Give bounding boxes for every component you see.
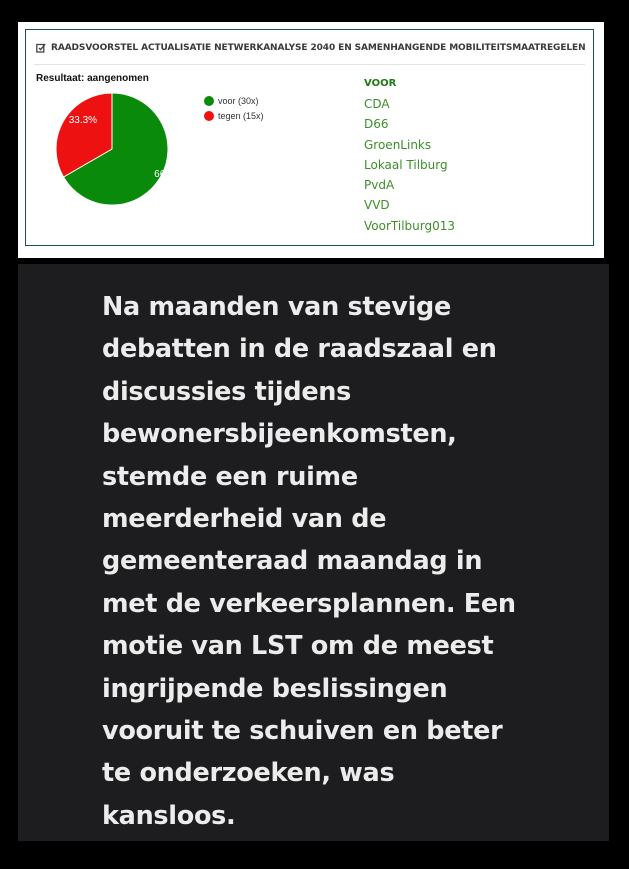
article-text — [102, 286, 572, 837]
article-line: discussies tijdens — [102, 376, 352, 407]
article-line: meerderheid van de — [102, 504, 387, 535]
legend-label: tegen (15x) — [218, 110, 264, 121]
chart-legend — [204, 93, 264, 123]
article-line: stemde een ruime — [102, 461, 358, 492]
title-divider — [34, 64, 585, 65]
voor-party-list — [364, 78, 455, 236]
article-line: vooruit te schuiven en beter — [102, 716, 503, 747]
voor-heading: VOOR — [364, 78, 397, 89]
article-line: met de verkeersplannen. Een — [102, 588, 516, 619]
vote-result-card — [18, 22, 604, 258]
article-line: motie van LST om de meest — [102, 631, 494, 662]
vote-result-panel — [25, 29, 594, 246]
party-name: VoorTilburg013 — [364, 218, 455, 233]
article-text-panel — [18, 264, 609, 841]
party-name: D66 — [364, 117, 389, 132]
party-name: VVD — [364, 198, 390, 213]
party-name: Lokaal Tilburg — [364, 157, 448, 172]
article-line: te onderzoeken, was — [102, 758, 395, 789]
party-name: CDA — [364, 97, 390, 111]
edit-check-icon — [36, 43, 46, 53]
legend-color-dot — [204, 111, 214, 121]
party-name: GroenLinks — [364, 137, 432, 152]
party-name: PvdA — [364, 178, 395, 193]
legend-item[interactable] — [204, 93, 264, 108]
article-line: ingrijpende beslissingen — [102, 673, 448, 704]
article-line: kansloos. — [102, 800, 236, 831]
article-line: bewonersbijeenkomsten, — [102, 419, 457, 450]
legend-label: voor (30x) — [218, 95, 259, 106]
pie-slice-label: 66 — [154, 169, 166, 181]
article-line: debatten in de raadszaal en — [102, 334, 497, 365]
pie-slice-label: 33.3% — [68, 115, 98, 127]
article-line: gemeenteraad maandag in — [102, 546, 483, 577]
vote-pie-chart — [55, 92, 169, 206]
proposal-title: RAADSVOORSTEL ACTUALISATIE NETWERKANALYSE 2040 EN SAMENHANGENDE MOBILITEITSMAATREGELEN — [51, 43, 586, 53]
article-line: Na maanden van stevige — [102, 292, 451, 322]
card-title-row — [36, 43, 587, 53]
result-label: Resultaat: aangenomen — [36, 73, 149, 84]
legend-color-dot — [204, 96, 214, 106]
legend-item[interactable] — [204, 108, 264, 123]
